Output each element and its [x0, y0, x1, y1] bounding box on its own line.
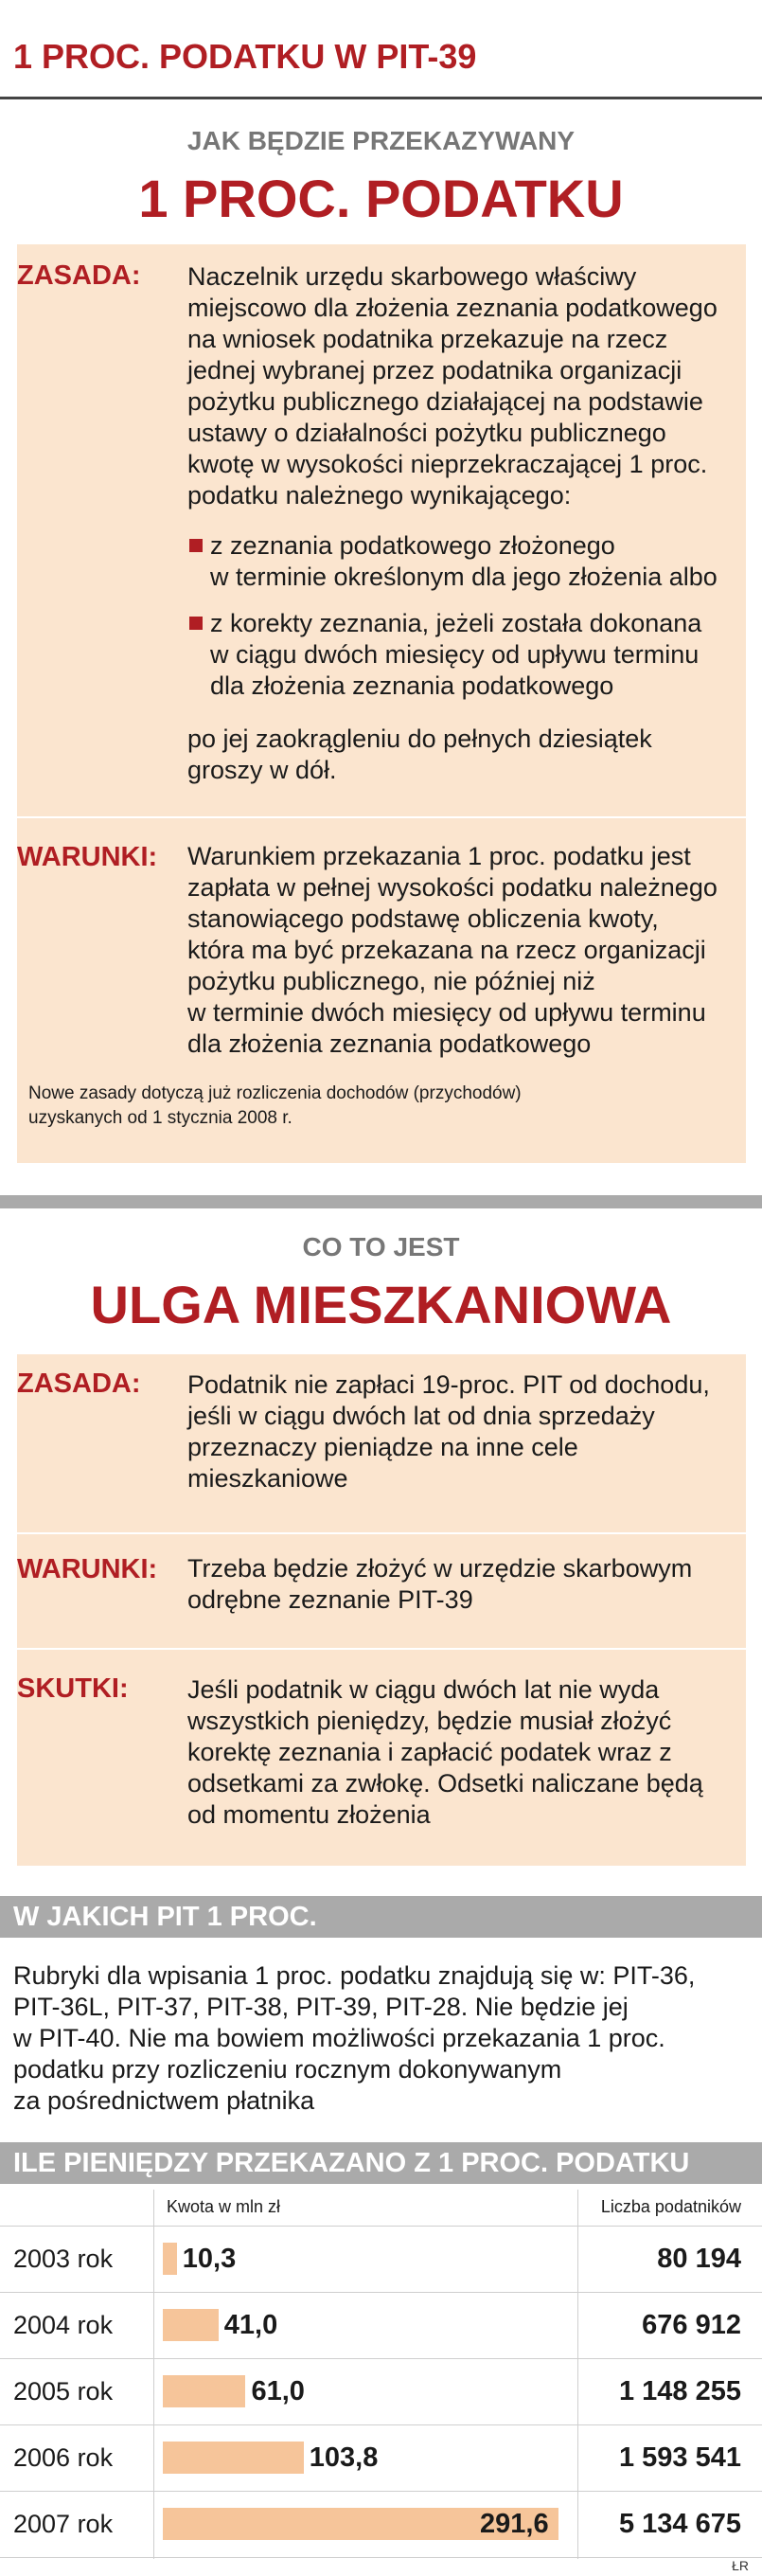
row-divider [0, 2292, 762, 2293]
s2-warunki-line-1: odrębne zeznanie PIT-39 [187, 1585, 473, 1614]
row-divider [0, 2557, 762, 2558]
section-separator [0, 1195, 762, 1208]
section1-divider [17, 816, 746, 818]
amount-value: 10,3 [182, 2244, 237, 2274]
amount-value: 41,0 [223, 2310, 278, 2340]
note-line-0: Nowe zasady dotyczą już rozliczenia dochodów (przychodów) [28, 1083, 522, 1103]
bullet2-line-0: z korekty zeznania, jeżeli została dokonana [210, 609, 702, 637]
row-year: 2004 rok [13, 2311, 114, 2339]
amount-bar-2006 [163, 2442, 304, 2474]
zasada-line-0: Naczelnik urzędu skarbowego właściwy [187, 262, 637, 291]
amount-bar-2005 [163, 2375, 245, 2407]
zasada-line-6: kwotę w wysokości nieprzekraczającej 1 proc. [187, 450, 708, 478]
warunki-line-6: dla złożenia zeznania podatkowego [187, 1029, 592, 1058]
amount-value: 61,0 [251, 2376, 305, 2406]
warunki-line-0: Warunkiem przekazania 1 proc. podatku jest [187, 842, 691, 870]
s3-line-3: podatku przy rozliczeniu rocznym dokonywanym [13, 2055, 562, 2084]
s2-skutki-line-1: wszystkich pieniędzy, będzie musiał złożyć [187, 1707, 672, 1735]
zasada-line-7: podatku należnego wynikającego: [187, 481, 572, 510]
count-value: 80 194 [657, 2244, 741, 2274]
section2-kicker: CO TO JEST [302, 1232, 460, 1261]
col-amount-label: Kwota w mln zł [167, 2197, 281, 2216]
header-rule [0, 97, 762, 99]
amount-bar-2004 [163, 2309, 219, 2341]
section2-divider-1 [17, 1532, 746, 1534]
row-year: 2006 rok [13, 2443, 114, 2472]
zasada-line-1: miejscowo dla złożenia zeznania podatkowego [187, 294, 718, 322]
row-divider [0, 2358, 762, 2359]
amount-bar-2003 [163, 2243, 177, 2275]
warunki-line-5: w terminie dwóch miesięcy od upływu terminu [187, 998, 706, 1027]
s2-skutki-line-4: od momentu złożenia [187, 1800, 431, 1829]
s2-warunki-label: WARUNKI: [17, 1554, 158, 1584]
s3-line-0: Rubryki dla wpisania 1 proc. podatku znajdują się w: PIT-36, [13, 1961, 696, 1990]
after-line-1: groszy w dół. [187, 756, 337, 784]
row-year: 2007 rok [13, 2510, 114, 2538]
warunki-line-1: zapłata w pełnej wysokości podatku należnego [187, 873, 718, 902]
warunki-label: WARUNKI: [17, 842, 158, 872]
zasada-line-5: ustawy o działalności pożytku publicznego [187, 419, 666, 447]
zasada-line-2: na wniosek podatnika przekazuje na rzecz [187, 325, 668, 353]
credit: ŁR [732, 2558, 749, 2573]
section2-heading: ULGA MIESZKANIOWA [90, 1275, 672, 1334]
s2-skutki-line-0: Jeśli podatnik w ciągu dwóch lat nie wyda [187, 1675, 660, 1704]
column-divider-left [153, 2190, 154, 2559]
s3-line-1: PIT-36L, PIT-37, PIT-38, PIT-39, PIT-28. Nie będzie jej [13, 1993, 629, 2021]
s2-skutki-label: SKUTKI: [17, 1673, 129, 1704]
s2-zasada-line-2: przeznaczy pieniądze na inne cele [187, 1433, 578, 1461]
after-line-0: po jej zaokrągleniu do pełnych dziesiątek [187, 724, 652, 753]
s2-zasada-label: ZASADA: [17, 1368, 141, 1399]
count-value: 1 593 541 [618, 2442, 741, 2473]
section2-divider-2 [17, 1648, 746, 1650]
count-value: 1 148 255 [618, 2376, 741, 2406]
s3-line-2: w PIT-40. Nie ma bowiem możliwości przekazania 1 proc. [13, 2024, 665, 2052]
s2-skutki-line-2: korektę zeznania i zapłacić podatek wraz z [187, 1738, 672, 1766]
section4-heading: ILE PIENIĘDZY PRZEKAZANO Z 1 PROC. PODATKU [13, 2148, 690, 2178]
bullet1-line-1: w terminie określonym dla jego złożenia albo [210, 563, 718, 591]
col-count-label: Liczba podatników [600, 2197, 741, 2216]
s2-zasada-line-0: Podatnik nie zapłaci 19-proc. PIT od dochodu, [187, 1370, 710, 1399]
s3-line-4: za pośrednictwem płatnika [13, 2086, 315, 2115]
note-line-1: uzyskanych od 1 stycznia 2008 r. [28, 1108, 292, 1128]
row-year: 2003 rok [13, 2245, 114, 2273]
section3-heading: W JAKICH PIT 1 PROC. [13, 1902, 317, 1932]
bullet1-line-0: z zeznania podatkowego złożonego [210, 531, 615, 560]
row-year: 2005 rok [13, 2377, 114, 2406]
zasada-line-4: pożytku publicznego działającej na podstawie [187, 387, 703, 416]
count-value: 5 134 675 [618, 2509, 741, 2539]
warunki-line-4: pożytku publicznego, nie później niż [187, 967, 595, 995]
amount-value: 103,8 [309, 2442, 379, 2473]
count-value: 676 912 [642, 2310, 741, 2340]
amount-value: 291,6 [480, 2509, 549, 2539]
row-divider [0, 2491, 762, 2492]
column-divider-right [577, 2190, 578, 2559]
s2-warunki-line-0: Trzeba będzie złożyć w urzędzie skarbowym [187, 1554, 693, 1583]
row-divider [0, 2226, 762, 2227]
bullet-square-icon [189, 539, 203, 552]
row-divider [0, 2424, 762, 2425]
s2-zasada-line-3: mieszkaniowe [187, 1464, 348, 1493]
bullet-square-icon [189, 617, 203, 630]
warunki-line-3: która ma być przekazana na rzecz organizacji [187, 936, 706, 964]
section1-kicker: JAK BĘDZIE PRZEKAZYWANY [186, 126, 576, 155]
section1-heading: 1 PROC. PODATKU [138, 169, 624, 228]
page-title: 1 PROC. PODATKU W PIT-39 [13, 37, 477, 76]
zasada-label: ZASADA: [17, 260, 141, 291]
bullet2-line-2: dla złożenia zeznania podatkowego [210, 671, 614, 700]
bullet2-line-1: w ciągu dwóch miesięcy od upływu terminu [210, 640, 700, 669]
warunki-line-2: stanowiącego podstawę obliczenia kwoty, [187, 904, 659, 933]
zasada-line-3: jednej wybranej przez podatnika organizacji [187, 356, 682, 385]
s2-zasada-line-1: jeśli w ciągu dwóch lat od dnia sprzedaży [187, 1402, 655, 1430]
s2-skutki-line-3: odsetkami za zwłokę. Odsetki naliczane będą [187, 1769, 703, 1798]
